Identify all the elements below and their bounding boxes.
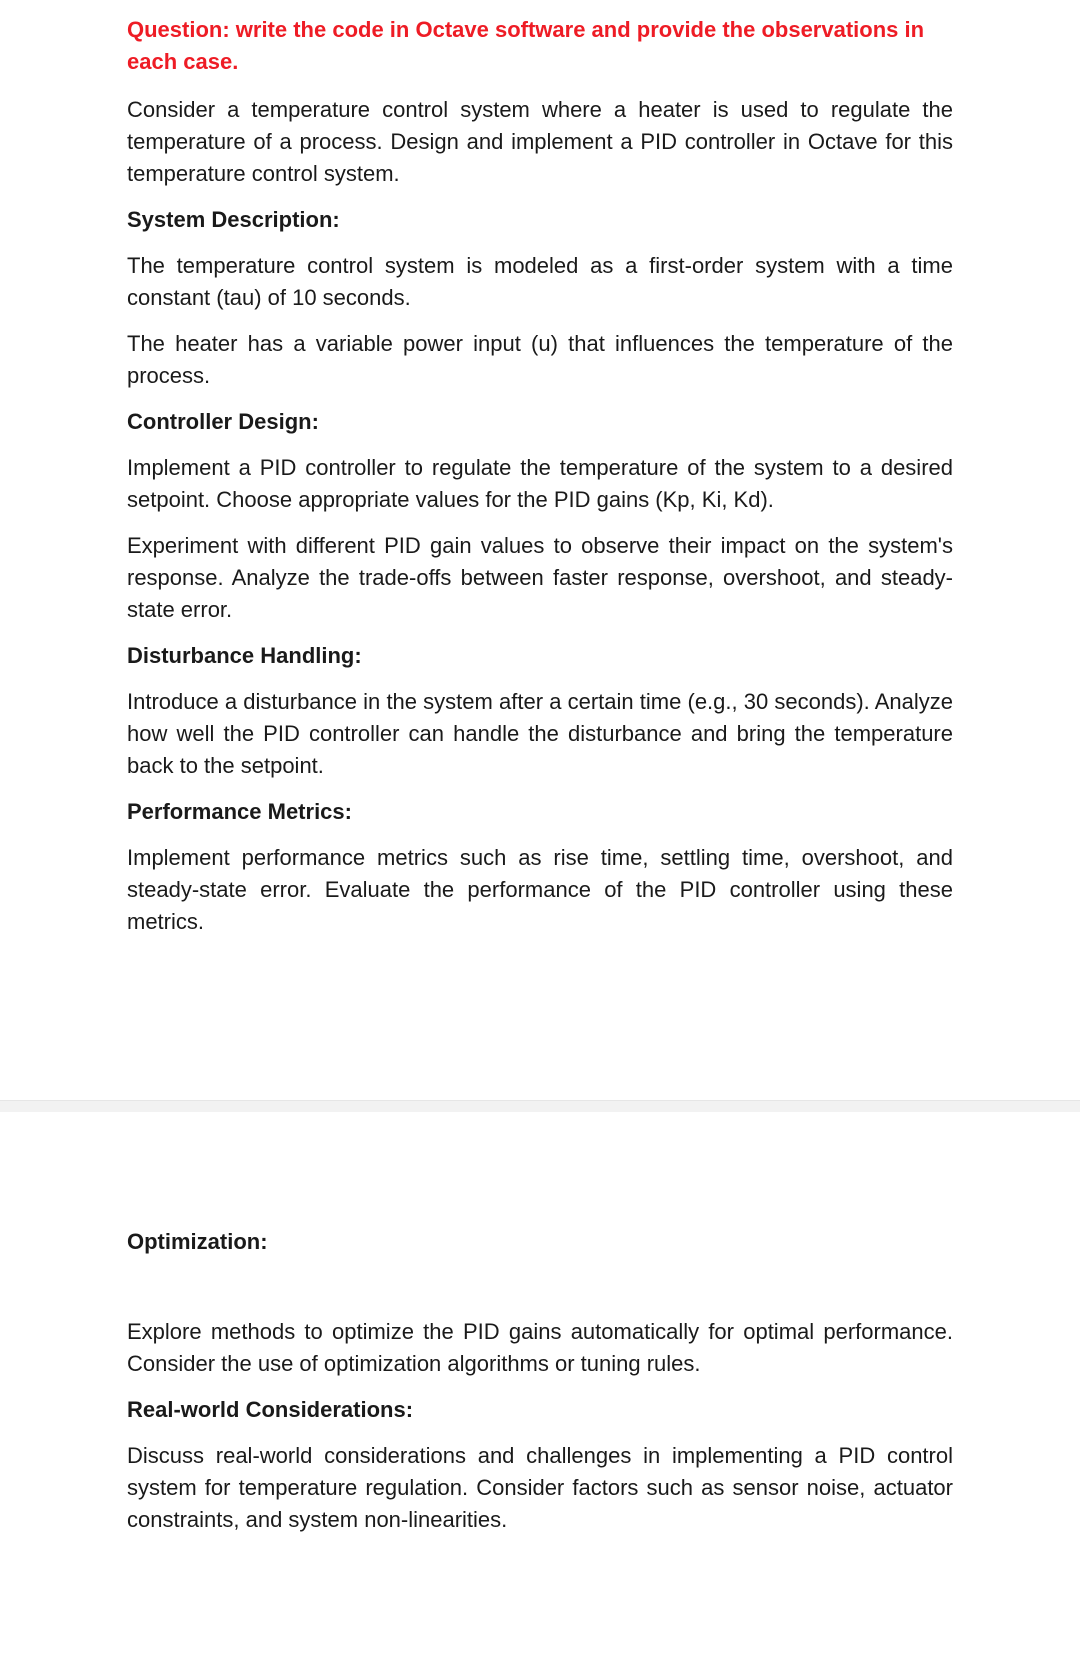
disturbance-handling-heading: Disturbance Handling: bbox=[127, 643, 362, 668]
controller-design-paragraph-1: Implement a PID controller to regulate the temperature of the system to a desired setpoint. Choose appropriate values for the PID gains (Kp, Ki, Kd). bbox=[127, 455, 953, 512]
performance-metrics-paragraph: Implement performance metrics such as rise time, settling time, overshoot, and steady-state error. Evaluate the performance of the PID controller using these metrics. bbox=[127, 845, 953, 934]
intro-paragraph: Consider a temperature control system where a heater is used to regulate the temperature of a process. Design and implement a PID controller in Octave for this temperature control system. bbox=[127, 97, 953, 186]
real-world-considerations-heading: Real-world Considerations: bbox=[127, 1397, 414, 1422]
page-2-content bbox=[127, 1226, 953, 1550]
real-world-considerations-paragraph: Discuss real-world considerations and challenges in implementing a PID control system for temperature regulation. Consider factors such as sensor noise, actuator constraints, and system non-linearities. bbox=[127, 1443, 953, 1532]
performance-metrics-heading: Performance Metrics: bbox=[127, 799, 352, 824]
page-1-content bbox=[127, 14, 953, 952]
disturbance-handling-paragraph: Introduce a disturbance in the system after a certain time (e.g., 30 seconds). Analyze how well the PID controller can handle the disturbance and bring the temperature back to the setpoint. bbox=[127, 689, 953, 778]
controller-design-paragraph-2: Experiment with different PID gain values to observe their impact on the system's response. Analyze the trade-offs between faster response, overshoot, and steady-state error. bbox=[127, 533, 953, 622]
optimization-paragraph: Explore methods to optimize the PID gains automatically for optimal performance. Consider the use of optimization algorithms or tuning rules. bbox=[127, 1319, 953, 1376]
system-description-paragraph-2: The heater has a variable power input (u) that influences the temperature of the process. bbox=[127, 331, 953, 388]
system-description-heading: System Description: bbox=[127, 207, 340, 232]
question-text: Question: write the code in Octave software and provide the observations in each case. bbox=[127, 17, 925, 74]
document-page-2 bbox=[0, 1112, 1080, 1664]
optimization-heading: Optimization: bbox=[127, 1229, 268, 1254]
system-description-paragraph-1: The temperature control system is modeled as a first-order system with a time constant (tau) of 10 seconds. bbox=[127, 253, 953, 310]
controller-design-heading: Controller Design: bbox=[127, 409, 319, 434]
